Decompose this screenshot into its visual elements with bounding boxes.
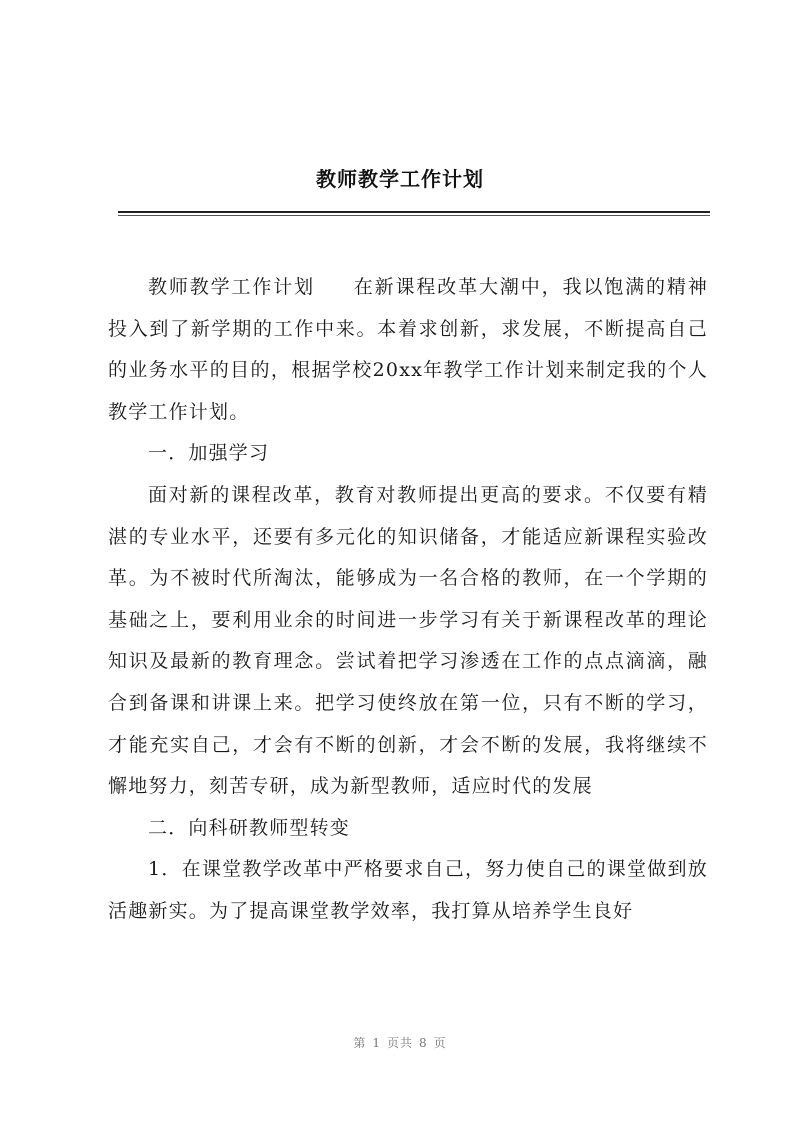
section2-item1: 1．在课堂教学改革中严格要求自己，努力使自己的课堂做到放活趣新实。为了提高课堂教学效率，我打算从培养学生良好 (108, 858, 708, 922)
section2-heading: 二．向科研教师型转变 (148, 816, 351, 839)
intro-lead: 教师教学工作计划 (148, 276, 316, 298)
intro-text: 在新课程改革大潮中，我以饱满的精神投入到了新学期的工作中来。本着求创新，求发展，不断提高自己的业务水平的目的，根据学校20xx年教学工作计划来制定我的个人教学工作计划。 (108, 276, 708, 423)
footer-total-pages: 8 (419, 1036, 428, 1050)
footer-suffix: 页 (433, 1036, 447, 1050)
document-title: 教师教学工作计划 (316, 167, 484, 191)
section1-heading: 一．加强学习 (148, 442, 270, 465)
title-divider (118, 211, 710, 213)
footer-middle: 页共 (386, 1036, 413, 1050)
document-body (108, 267, 708, 933)
intro-paragraph (108, 267, 708, 433)
title-divider-thin (118, 215, 710, 216)
section1-paragraph: 面对新的课程改革，教育对教师提出更高的要求。不仅要有精湛的专业水平，还要有多元化的知识储备，才能适应新课程实验改革。为不被时代所淘汰，能够成为一名合格的教师，在一个学期的基础之上，要利用业余的时间进一步学习有关于新课程改革的理论知识及最新的教育理念。尝试着把学习渗透在工作的点点滴滴，融合到备课和讲课上来。把学习使终放在第一位，只有不断的学习，才能充实自己，才会有不断的创新，才会不断的发展，我将继续不懈地努力，刻苦专研，成为新型教师，适应时代的发展 (108, 483, 708, 798)
footer-prefix: 第 (353, 1036, 367, 1050)
footer-page-number: 1 (372, 1036, 381, 1050)
page-footer (0, 1034, 800, 1051)
